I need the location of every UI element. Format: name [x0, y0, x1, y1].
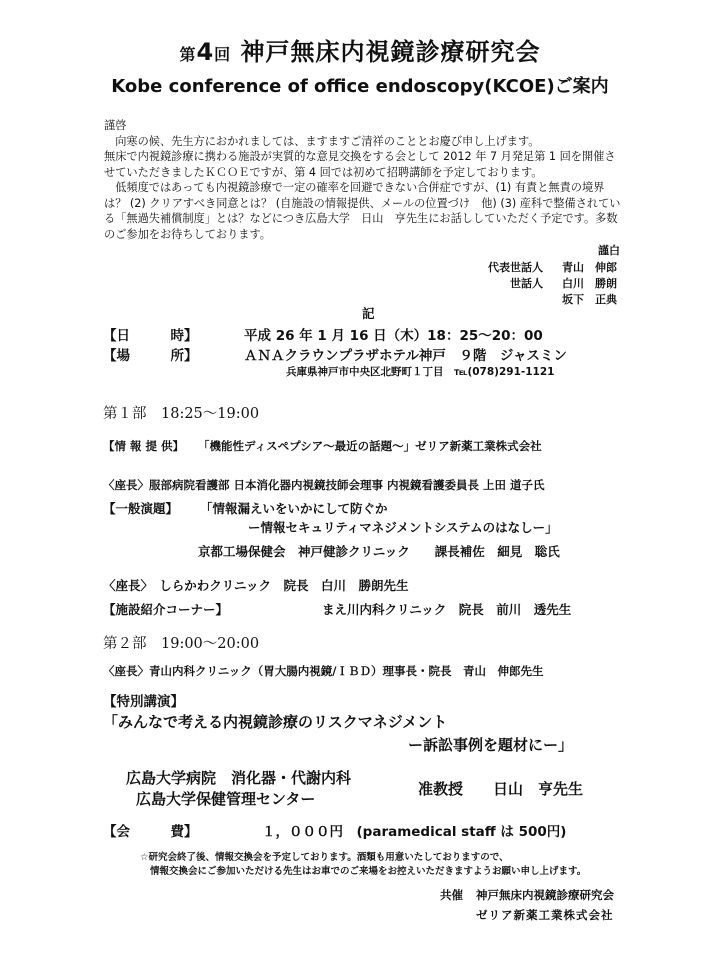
- organizer-role: 世話人: [510, 277, 543, 290]
- fee-value: １，０００円 (paramedical staff は 500円): [262, 824, 567, 840]
- info-label: 【情 報 提 供】: [103, 439, 185, 453]
- part2-chair: 〈座長〉青山内科クリニック（胃大腸内視鏡/ＩＢＤ）理事長・院長 青山 伸郎先生: [103, 664, 544, 678]
- ki-heading: 記: [362, 306, 375, 321]
- rep-name: 青山 伸郎: [562, 261, 617, 274]
- title-suffix: 回: [214, 45, 232, 64]
- intro-paragraph-3: 低頻度ではあっても内視鏡診療で一定の確率を回避できない合併症ですが、(1) 有責と無責の境界は？ (2) クリアすべき同意とは？ (自施設の情報提供、メールの位置づけ 他) (3) 産科で整備されている「無過失補償制度」とは？などにつき広島大学 日山 亨先生にお話ししていただく予定です。多数のご参加をお待ちしております。: [104, 181, 621, 241]
- facility-label: 【施設紹介コーナー】: [103, 602, 229, 617]
- special-title-2: ー訴訟事例を題材にー」: [408, 736, 574, 754]
- organizer-name-1: 白川 勝朗: [562, 277, 617, 290]
- fee-label: 【会 費】: [103, 824, 198, 840]
- speaker-affiliation-2: 広島大学保健管理センター: [136, 790, 316, 808]
- lecturer: 京都工場保健会 神戸健診クリニック 課長補佐 細見 聡氏: [198, 544, 560, 559]
- place-label: 【場 所】: [103, 348, 198, 364]
- intro-paragraph-1: 向寒の候、先生方におかれましては、ますますご清祥のこととお慶び申し上げます。: [115, 134, 540, 148]
- cohost-label: 共催: [440, 888, 463, 902]
- part1-heading: 第１部 18:25～19:00: [103, 406, 260, 422]
- lecture-title-2: ー情報セキュリティマネジメントシステムのはなしー」: [248, 520, 558, 535]
- title-main: 神戸無床内視鏡診療研究会: [240, 38, 541, 66]
- address: 兵庫県神戸市中央区北野町１丁目 ℡(078)291-1121: [286, 366, 555, 378]
- title-number: 4: [196, 38, 215, 66]
- date-label: 【日 時】: [103, 328, 198, 344]
- organizer-name-2: 坂下 正典: [562, 293, 617, 306]
- lecture-label: 【一般演題】: [103, 501, 179, 516]
- page-title: [0, 32, 720, 67]
- date-value: 平成 26 年 1 月 16 日（木）18：25～20：00: [244, 328, 543, 344]
- special-title-1: 「みんなで考える内視鏡診療のリスクマネジメント: [103, 713, 448, 731]
- note-line-2: 情報交換会にご参加いただける先生はお車でのご来場をお控えいただきますようお願い申し上げます。: [150, 866, 587, 877]
- facility-value: まえ川内科クリニック 院長 前川 透先生: [322, 602, 572, 617]
- part2-heading: 第２部 19:00～20:00: [103, 636, 260, 652]
- part1-chair-2: 〈座長〉 しらかわクリニック 院長 白川 勝朗先生: [103, 578, 409, 593]
- title-prefix: 第: [179, 45, 197, 64]
- speaker-affiliation-1: 広島大学病院 消化器・代謝内科: [126, 769, 352, 787]
- special-label: 【特別講演】: [103, 694, 184, 710]
- cohost-2: ゼリア新薬工業株式会社: [476, 908, 614, 922]
- lecture-title-1: 「情報漏えいをいかにして防ぐか: [200, 501, 388, 516]
- place-value: ＡＮＡクラウンプラザホテル神戸 ９階 ジャスミン: [244, 348, 568, 364]
- note-line-1: ☆研究会終了後、情報交換会を予定しております。酒類も用意いたしておりますので、: [140, 852, 509, 863]
- rep-role: 代表世話人: [488, 261, 543, 274]
- speaker: 准教授 日山 亨先生: [418, 780, 584, 798]
- part1-chair-1: 〈座長〉服部病院看護部 日本消化器内視鏡技師会理事 内視鏡看護委員長 上田 道子氏: [103, 478, 545, 492]
- salutation: 謹啓: [104, 119, 127, 132]
- intro-section: [104, 118, 624, 242]
- closing: 謹白: [598, 244, 620, 257]
- cohost-1: 神戸無床内視鏡診療研究会: [476, 888, 614, 902]
- intro-paragraph-2: 無床で内視鏡診療に携わる施設が実質的な意見交換をする会として 2012 年 7 月発足第 1 回を開催させていただきましたＫＣＯＥですが、第 4 回では初めて招聘講師を予定しております。: [104, 150, 616, 179]
- page-subtitle: Kobe conference of office endoscopy(KCOE)ご案内: [111, 76, 609, 97]
- info-value: 「機能性ディスペプシア～最近の話題～」ゼリア新薬工業株式会社: [198, 439, 542, 453]
